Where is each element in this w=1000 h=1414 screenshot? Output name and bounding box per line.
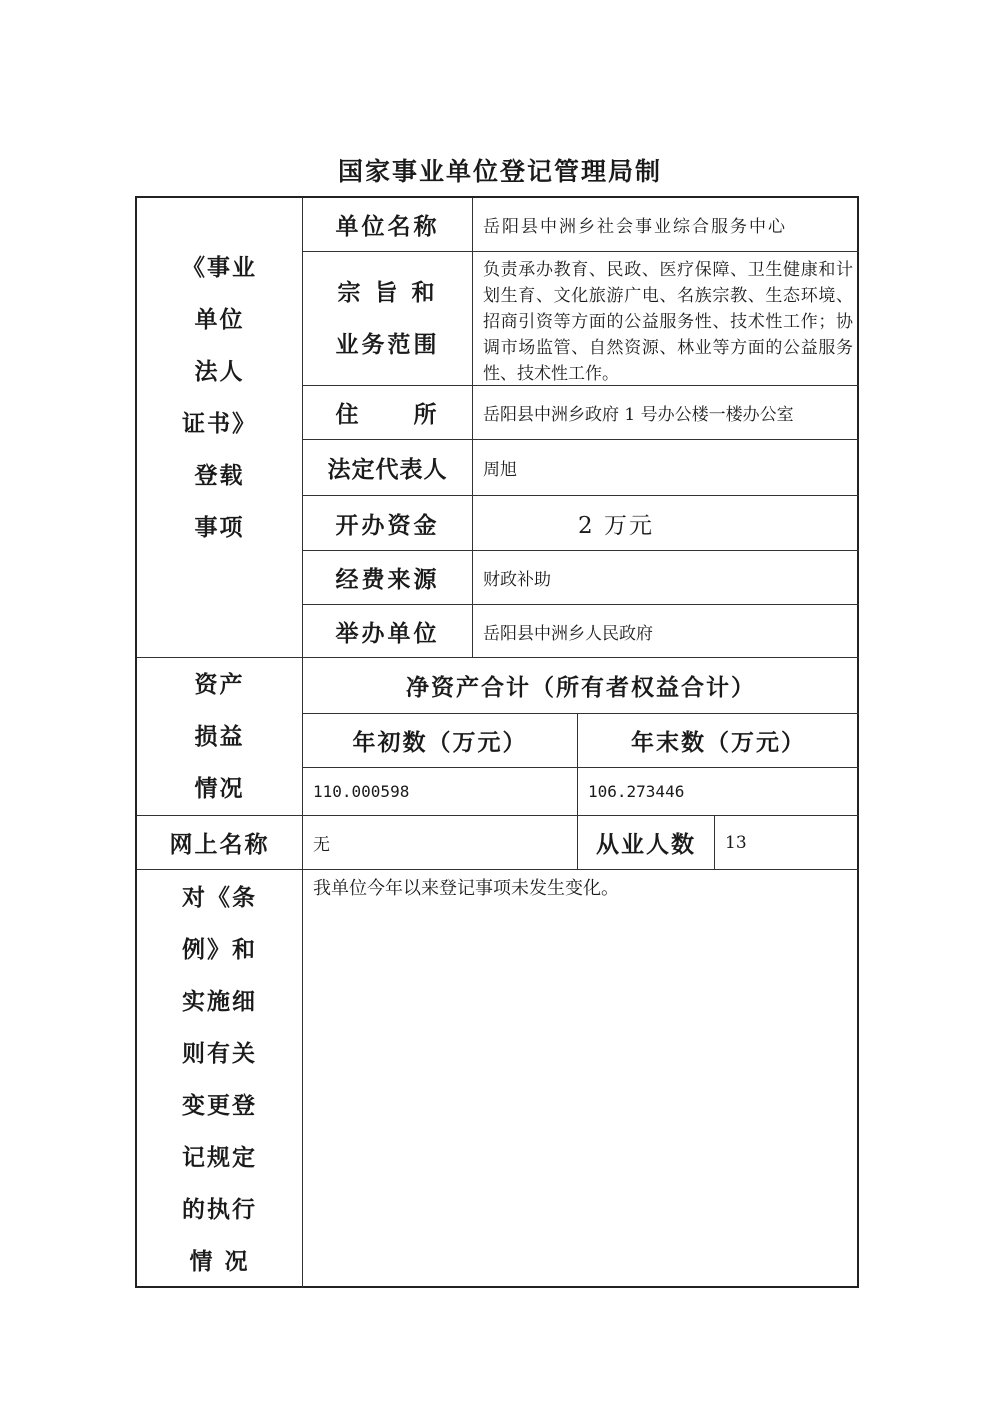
section-label-compliance bbox=[137, 870, 303, 1288]
scope-value: 负责承办教育、民政、医疗保障、卫生健康和计划生育、文化旅游广电、名族宗教、生态环境、招商引资等方面的公益服务性、技术性工作；协调市场监管、自然资源、林业等方面的公益服务性、技术性工作。 bbox=[483, 260, 853, 384]
section-label-line: 记规定 bbox=[182, 1144, 257, 1171]
section-label-line: 损益 bbox=[194, 722, 245, 750]
capital-label: 开办资金 bbox=[303, 496, 473, 551]
staff-count-label: 从业人数 bbox=[578, 816, 715, 870]
scope-value-cell bbox=[473, 252, 859, 386]
section-label-line: 证书》 bbox=[182, 409, 257, 437]
section-label-certificate bbox=[137, 198, 303, 658]
net-assets-header: 净资产合计（所有者权益合计） bbox=[303, 658, 859, 714]
end-year-label: 年末数（万元） bbox=[578, 714, 859, 768]
section-label-line: 登载 bbox=[194, 461, 245, 489]
compliance-value: 我单位今年以来登记事项未发生变化。 bbox=[313, 878, 619, 899]
online-name-value: 无 bbox=[303, 816, 578, 870]
page-title: 国家事业单位登记管理局制 bbox=[337, 157, 662, 186]
funding-value: 财政补助 bbox=[473, 551, 859, 605]
address-label: 住 所 bbox=[303, 386, 473, 440]
section-label-line: 则有关 bbox=[182, 1040, 257, 1067]
compliance-value-cell bbox=[303, 870, 859, 1288]
section-label-line: 单位 bbox=[194, 305, 245, 333]
section-label-line: 例》和 bbox=[182, 936, 257, 963]
scope-label bbox=[303, 252, 473, 386]
section-label-line: 《事业 bbox=[182, 253, 257, 281]
section-label-line: 对《条 bbox=[182, 884, 257, 911]
section-label-line: 情 况 bbox=[189, 1248, 250, 1275]
section-label-line: 变更登 bbox=[182, 1092, 257, 1119]
unit-name-label: 单位名称 bbox=[303, 198, 473, 252]
section-label-line: 实施细 bbox=[182, 988, 257, 1015]
capital-value: 2 万元 bbox=[473, 496, 859, 551]
sponsor-label: 举办单位 bbox=[303, 605, 473, 658]
scope-label-line2: 业务范围 bbox=[335, 330, 440, 358]
online-name-label: 网上名称 bbox=[137, 816, 303, 870]
section-label-line: 的执行 bbox=[182, 1196, 257, 1223]
legal-rep-label: 法定代表人 bbox=[303, 440, 473, 496]
begin-year-value: 110.000598 bbox=[303, 768, 578, 816]
end-year-value: 106.273446 bbox=[578, 768, 859, 816]
section-label-assets bbox=[137, 658, 303, 816]
registration-form-table bbox=[135, 196, 859, 1288]
staff-count-value: 13 bbox=[715, 816, 859, 870]
funding-label: 经费来源 bbox=[303, 551, 473, 605]
unit-name-value: 岳阳县中洲乡社会事业综合服务中心 bbox=[473, 198, 859, 252]
sponsor-value: 岳阳县中洲乡人民政府 bbox=[473, 605, 859, 658]
section-label-line: 法人 bbox=[194, 357, 245, 385]
section-label-line: 事项 bbox=[194, 513, 245, 541]
legal-rep-value: 周旭 bbox=[473, 440, 859, 496]
begin-year-label: 年初数（万元） bbox=[303, 714, 578, 768]
section-label-line: 资产 bbox=[194, 670, 245, 698]
address-value: 岳阳县中洲乡政府 1 号办公楼一楼办公室 bbox=[473, 386, 859, 440]
scope-label-line1: 宗 旨 和 bbox=[337, 278, 438, 306]
section-label-line: 情况 bbox=[194, 774, 245, 802]
